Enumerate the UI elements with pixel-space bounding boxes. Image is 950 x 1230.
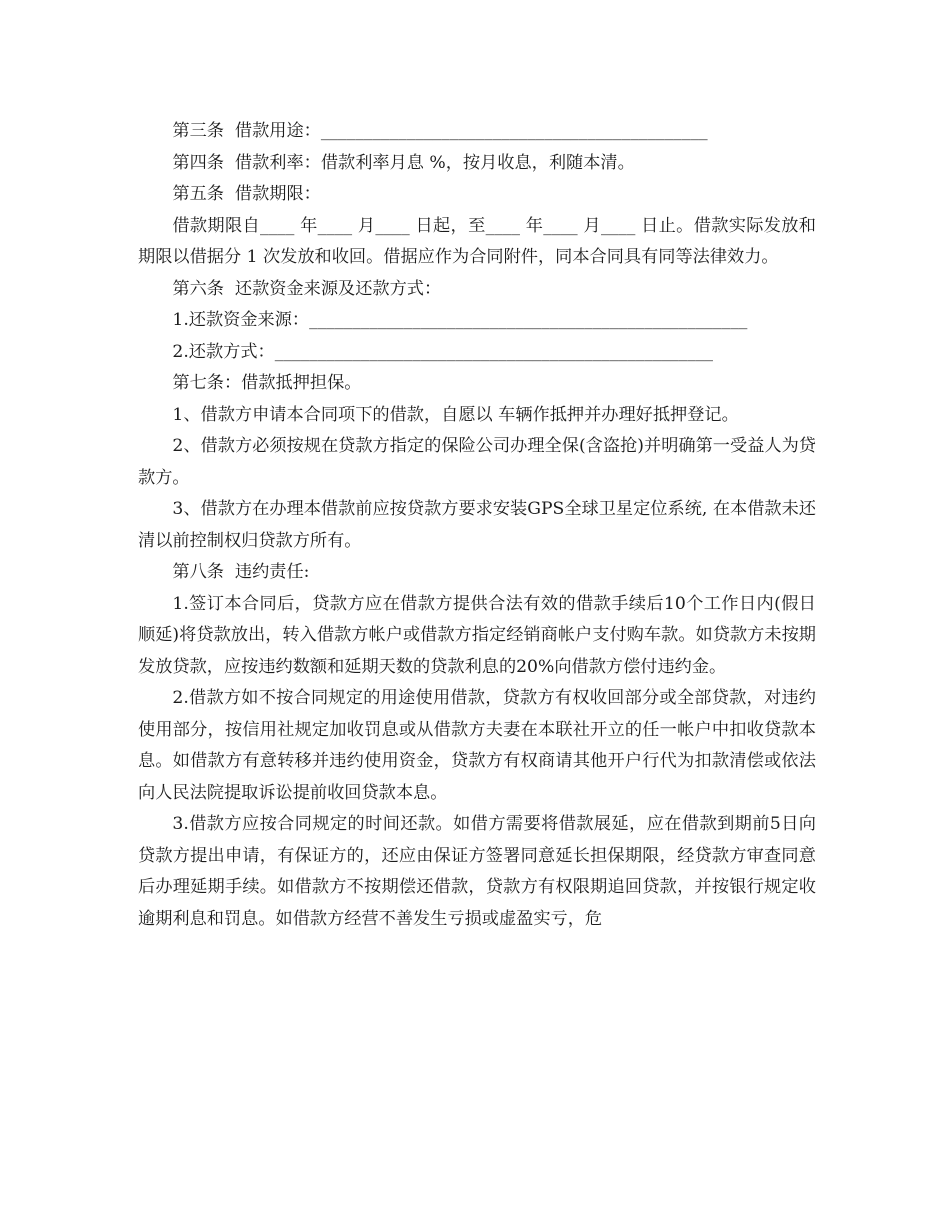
article-3-loan-purpose: 第三条 借款用途：_____________________________________________	[172, 121, 708, 141]
article-5-loan-term-heading: 第五条 借款期限：	[172, 184, 321, 204]
article-7-collateral-heading: 第七条：借款抵押担保。	[172, 373, 362, 393]
article-7-clause-3: 3、借款方在办理本借款前应按贷款方要求安装GPS全球卫星定位系统, 在本借款未还清以前控制权归贷款方所有。	[138, 499, 816, 551]
article-6-repayment-method: 2.还款方式：___________________________________________________	[172, 341, 714, 362]
article-8-clause-2: 2.借款方如不按合同规定的用途使用借款，贷款方有权收回部分或全部贷款，对违约使用部分，按信用社规定加收罚息或从借款方夫妻在本联社开立的任一帐户中扣收贷款本息。如借款方有意转移并违约使用资金，贷款方有权商请其他开户行代为扣款清偿或依法向人民法院提取诉讼提前收回贷款本息。	[138, 688, 816, 803]
article-8-clause-3: 3.借款方应按合同规定的时间还款。如借方需要将借款展延，应在借款到期前5日向贷款方提出申请，有保证方的，还应由保证方签署同意延长担保期限，经贷款方审查同意后办理延期手续。如借款方不按期偿还借款，贷款方有权限期追回贷款，并按银行规定收逾期利息和罚息。如借款方经营不善发生亏损或虚盈实亏，危	[138, 814, 816, 929]
contract-body	[138, 116, 816, 935]
article-7-clause-2: 2、借款方必须按规在贷款方指定的保险公司办理全保(含盗抢)并明确第一受益人为贷款方。	[138, 436, 816, 488]
article-6-repayment-heading: 第六条 还款资金来源及还款方式：	[172, 278, 442, 299]
article-4-interest-rate: 第四条 借款利率：借款利率月息 %，按月收息，利随本清。	[172, 152, 635, 173]
article-7-clause-1: 1、借款方申请本合同项下的借款，自愿以 车辆作抵押并办理好抵押登记。	[172, 404, 739, 425]
article-5-loan-term-body: 借款期限自____ 年____ 月____ 日起，至____ 年____ 月____ 日止。借款实际发放和期限以借据分 1 次发放和收回。借据应作为合同附件，同本合同具有同等法律效力。	[138, 215, 816, 267]
article-6-repayment-source: 1.还款资金来源：___________________________________________________	[172, 310, 748, 330]
article-8-clause-1: 1.签订本合同后，贷款方应在借款方提供合法有效的借款手续后10个工作日内(假日顺延)将贷款放出，转入借款方帐户或借款方指定经销商帐户支付购车款。如贷款方未按期发放贷款，应按违约数额和延期天数的贷款利息的20%向借款方偿付违约金。	[138, 593, 816, 677]
article-8-liability-heading: 第八条 违约责任:	[172, 562, 310, 582]
